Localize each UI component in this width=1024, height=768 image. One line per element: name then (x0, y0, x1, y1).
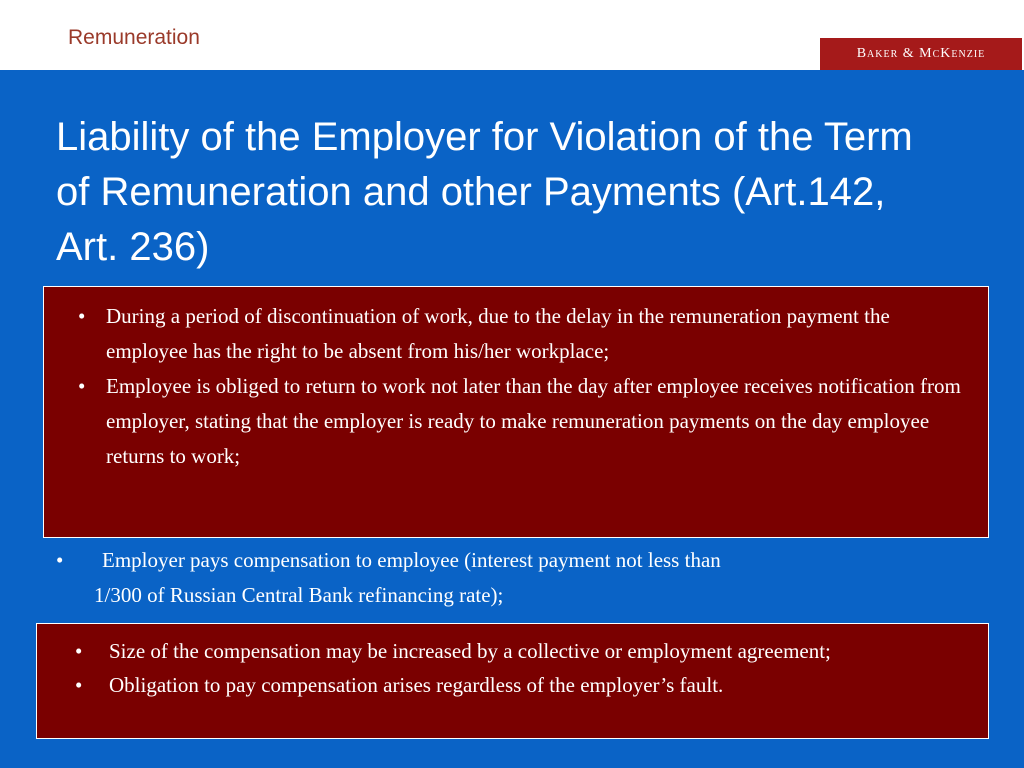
compensation-line-2: 1/300 of Russian Central Bank refinancing rate); (94, 583, 504, 607)
list-item-text: Size of the compensation may be increased by a collective or employment agreement; (109, 639, 831, 663)
slide-title: Liability of the Employer for Violation of the Term of Remuneration and other Payments (Art.142, Art. 236) (56, 115, 913, 269)
bullet-icon: • (56, 548, 64, 572)
compensation-list (69, 634, 966, 702)
company-logo: Baker & McKenzie (820, 38, 1022, 70)
compensation-box (36, 623, 989, 739)
list-item-text: Obligation to pay compensation arises regardless of the employer’s fault. (109, 673, 724, 697)
section-label: Remuneration (68, 26, 200, 49)
slide-header (0, 0, 1024, 70)
bullet-icon: • (78, 374, 86, 398)
list-item (72, 299, 966, 369)
rights-list (72, 299, 966, 474)
list-item-text: Employee is obliged to return to work not later than the day after employee receives notification from employer, stating that the employer is ready to make remuneration payments on the day employee returns to work; (106, 374, 961, 468)
bullet-icon: • (75, 673, 83, 697)
bullet-icon: • (78, 304, 86, 328)
compensation-statement (56, 543, 976, 613)
compensation-line-1: Employer pays compensation to employee (interest payment not less than (102, 548, 721, 572)
list-item (69, 634, 966, 668)
rights-box (43, 286, 989, 538)
list-item-text: During a period of discontinuation of work, due to the delay in the remuneration payment the employee has the right to be absent from his/her workplace; (106, 304, 890, 363)
list-item (69, 668, 966, 702)
bullet-icon: • (75, 639, 83, 663)
list-item (72, 369, 966, 474)
